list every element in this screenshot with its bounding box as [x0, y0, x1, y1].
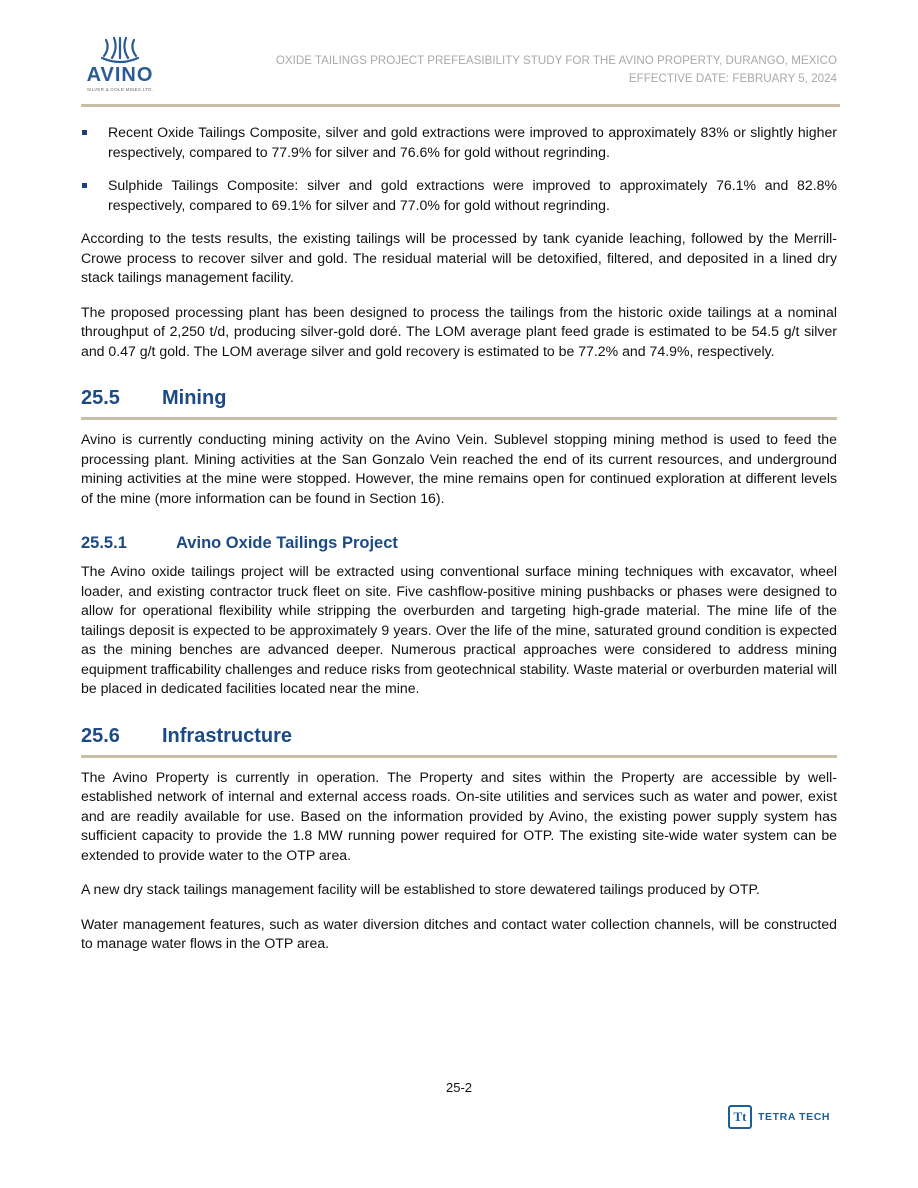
list-item [81, 176, 837, 215]
section-heading-mining [81, 385, 837, 420]
header-date: EFFECTIVE DATE: FEBRUARY 5, 2024 [628, 72, 837, 85]
section-heading-infrastructure [81, 723, 837, 758]
paragraph: According to the tests results, the existing tailings will be processed by tank cyanide leaching, followed by the Merrill-Crowe process to recover silver and gold. The residual material will be detoxified, filtered, and deposited in a lined dry stack tailings management facility. [81, 230, 837, 285]
list-item [81, 123, 837, 162]
subsection-number: 25.5.1 [81, 534, 127, 552]
logo-wordmark: AVINO [86, 64, 154, 86]
section-number: 25.6 [81, 724, 120, 747]
section-number: 25.5 [81, 387, 120, 409]
subsection-title: Avino Oxide Tailings Project [176, 534, 398, 552]
paragraph: Water management features, such as water diversion ditches and contact water collection channels, will be constructed to manage water flows in the OTP area. [81, 915, 837, 951]
tetra-tech-logo [728, 1104, 830, 1130]
paragraph: A new dry stack tailings management facility will be established to store dewatered tailings produced by OTP. [81, 881, 760, 897]
subsection-heading-oxide-tailings [81, 532, 837, 554]
bullet-text: Sulphide Tailings Composite: silver and gold extractions were improved to approximately 76.1% and 82.8% respectively, compared to 69.1% for silver and 77.0% for gold without regrinding. [108, 177, 837, 213]
header-divider [81, 104, 840, 107]
page-content [81, 123, 837, 969]
bullet-list [81, 123, 837, 215]
header-title: OXIDE TAILINGS PROJECT PREFEASIBILITY STUDY FOR THE AVINO PROPERTY, DURANGO, MEXICO [275, 54, 837, 67]
paragraph: The proposed processing plant has been designed to process the tailings from the historic oxide tailings at a nominal throughput of 2,250 t/d, producing silver-gold doré. The LOM average plant feed grade is estimated to be 54.5 g/t silver and 0.47 g/t gold. The LOM average silver and gold recovery is estimated to be 77.2% and 74.9%, respectively. [81, 303, 837, 359]
paragraph: The Avino oxide tailings project will be extracted using conventional surface mining techniques with excavator, wheel loader, and existing contractor truck fleet on site. Five cashflow-positive mining pushbacks or phases were designed to allow for operational flexibility while stripping the overburden and targeting high-grade material. The mine life of the tailings deposit is expected to be approximately 9 years. Over the life of the mine, saturated ground condition is expected as the mining benches are advanced deeper. Numerous practical approaches were considered to address mining equipment trafficability challenges and reduce risks from geotechnical stability. Waste material or overburden material will be placed in dedicated facilities located near the mine. [81, 563, 837, 696]
bullet-text: Recent Oxide Tailings Composite, silver and gold extractions were improved to approximately 83% or slightly higher respectively, compared to 77.9% for silver and 76.6% for gold without regrinding. [108, 124, 837, 160]
section-title: Infrastructure [162, 724, 293, 747]
bullet-square-icon [82, 130, 87, 135]
page-number: 25-2 [445, 1080, 473, 1095]
tetra-tech-mark-icon: Tt [728, 1105, 752, 1129]
tetra-tech-name: TETRA TECH [758, 1111, 831, 1123]
paragraph: The Avino Property is currently in operation. The Property and sites within the Property are accessible by well-established network of internal and external access roads. On-site utilities and services such as water and power, exist and are readily available for use. Based on the information provided by Avino, the existing power supply system has sufficient capacity to provide the 1.8 MW running power required for OTP. The existing site-wide water system can be extended to provide water to the OTP area. [81, 768, 837, 863]
logo-tagline: SILVER & GOLD MINES LTD. [86, 87, 154, 92]
bullet-square-icon [82, 183, 87, 188]
paragraph: Avino is currently conducting mining activity on the Avino Vein. Sublevel stopping mining method is used to feed the processing plant. Mining activities at the San Gonzalo Vein reached the end of its current resources, and underground mining activities at the mine were stopped. However, the mine remains open for continued exploration at different levels of the mine (more information can be found in Section 16). [81, 431, 837, 506]
section-title: Mining [162, 387, 227, 409]
document-header [276, 52, 837, 88]
